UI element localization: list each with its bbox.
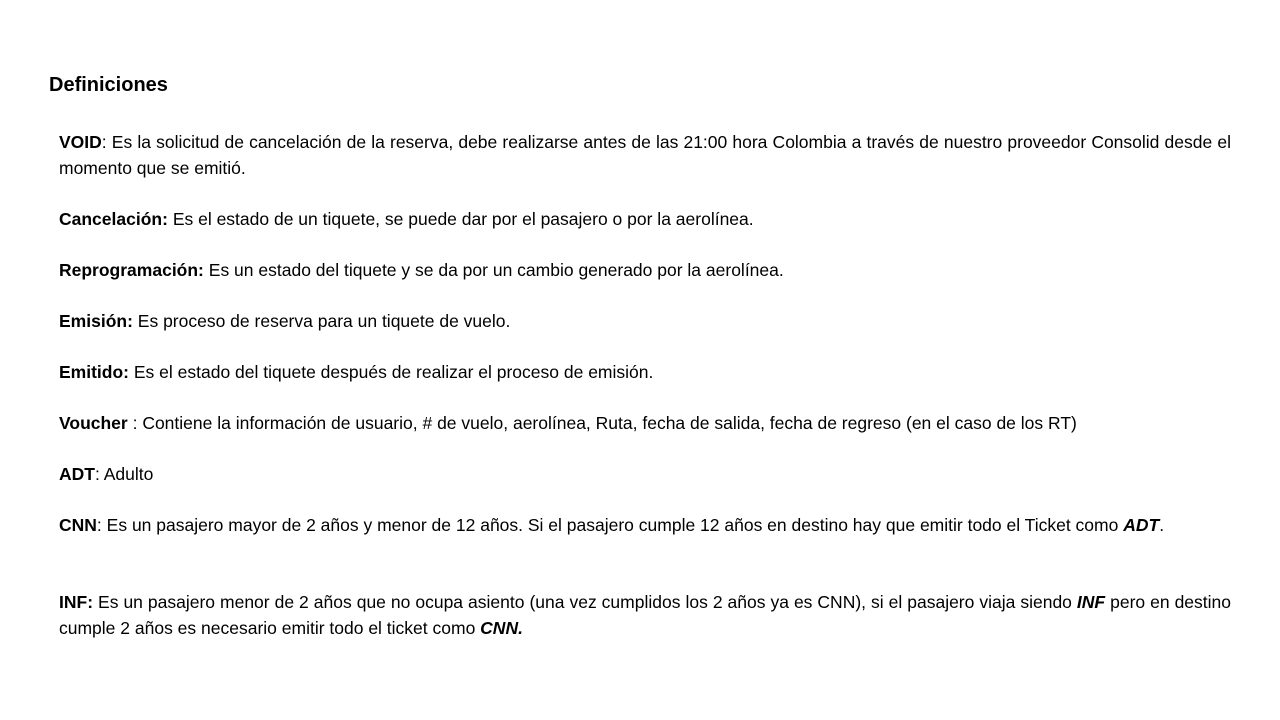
definition-adt: ADT: Adulto xyxy=(59,464,154,484)
page-title: Definiciones xyxy=(49,74,168,96)
definition-text: Es el estado del tiquete después de realizar el proceso de emisión. xyxy=(133,362,654,382)
definition-term: VOID xyxy=(59,132,102,152)
definition-text: Es un pasajero mayor de 2 años y menor de 12 años. Si el pasajero cumple 12 años en destino hay que emitir todo el Ticket como xyxy=(106,515,1124,535)
definition-emphasis: ADT xyxy=(1123,515,1160,535)
definition-emphasis: CNN. xyxy=(480,617,523,638)
definition-emphasis: INF xyxy=(1076,592,1106,612)
definition-text: pero en destino cumple 2 años es necesario emitir todo el ticket como xyxy=(59,592,1231,638)
definition-term: CNN xyxy=(59,515,97,535)
definition-text: Adulto xyxy=(103,464,154,484)
definition-inf xyxy=(59,590,1231,641)
definition-term: Cancelación: xyxy=(59,209,168,229)
definition-text: Es un pasajero menor de 2 años que no ocupa asiento (una vez cumplidos los 2 años ya es CNN), si el pasajero viaja siendo xyxy=(98,592,1077,612)
definition-emision xyxy=(59,309,1231,335)
definition-cnn: CNN: Es un pasajero mayor de 2 años y menor de 12 años. Si el pasajero cumple 12 años en destino hay que emitir todo el Ticket como ADT. xyxy=(59,515,1165,535)
definition-term: Emisión: xyxy=(59,311,133,331)
definition-text: Contiene la información de usuario, # de vuelo, aerolínea, Ruta, fecha de salida, fecha de regreso (en el caso de los RT) xyxy=(142,413,1077,433)
definition-text: Es el estado de un tiquete, se puede dar por el pasajero o por la aerolínea. xyxy=(172,209,754,229)
definition-voucher: Voucher : Contiene la información de usuario, # de vuelo, aerolínea, Ruta, fecha de salida, fecha de regreso (en el caso de los RT) xyxy=(59,413,1077,433)
definition-term: ADT xyxy=(59,464,95,484)
definition-void: VOID: Es la solicitud de cancelación de la reserva, debe realizarse antes de las 21:00 hora Colombia a través de nuestro proveedor Consolid desde el momento que se emitió. xyxy=(59,132,1231,178)
definition-term: Voucher xyxy=(59,413,128,433)
definition-text: Es un estado del tiquete y se da por un cambio generado por la aerolínea. xyxy=(208,260,784,280)
definition-term: Reprogramación: xyxy=(59,260,204,280)
definition-text: Es proceso de reserva para un tiquete de vuelo. xyxy=(137,311,511,331)
definition-reprogramacion xyxy=(59,258,1231,284)
definition-term: Emitido: xyxy=(59,362,129,382)
definition-cancelacion xyxy=(59,207,1231,233)
definition-text: Es la solicitud de cancelación de la reserva, debe realizarse antes de las 21:00 hora Colombia a través de nuestro proveedor Consolid desde el momento que se emitió. xyxy=(59,132,1231,178)
definition-term: INF: xyxy=(59,592,94,612)
definition-emitido xyxy=(59,360,1231,386)
